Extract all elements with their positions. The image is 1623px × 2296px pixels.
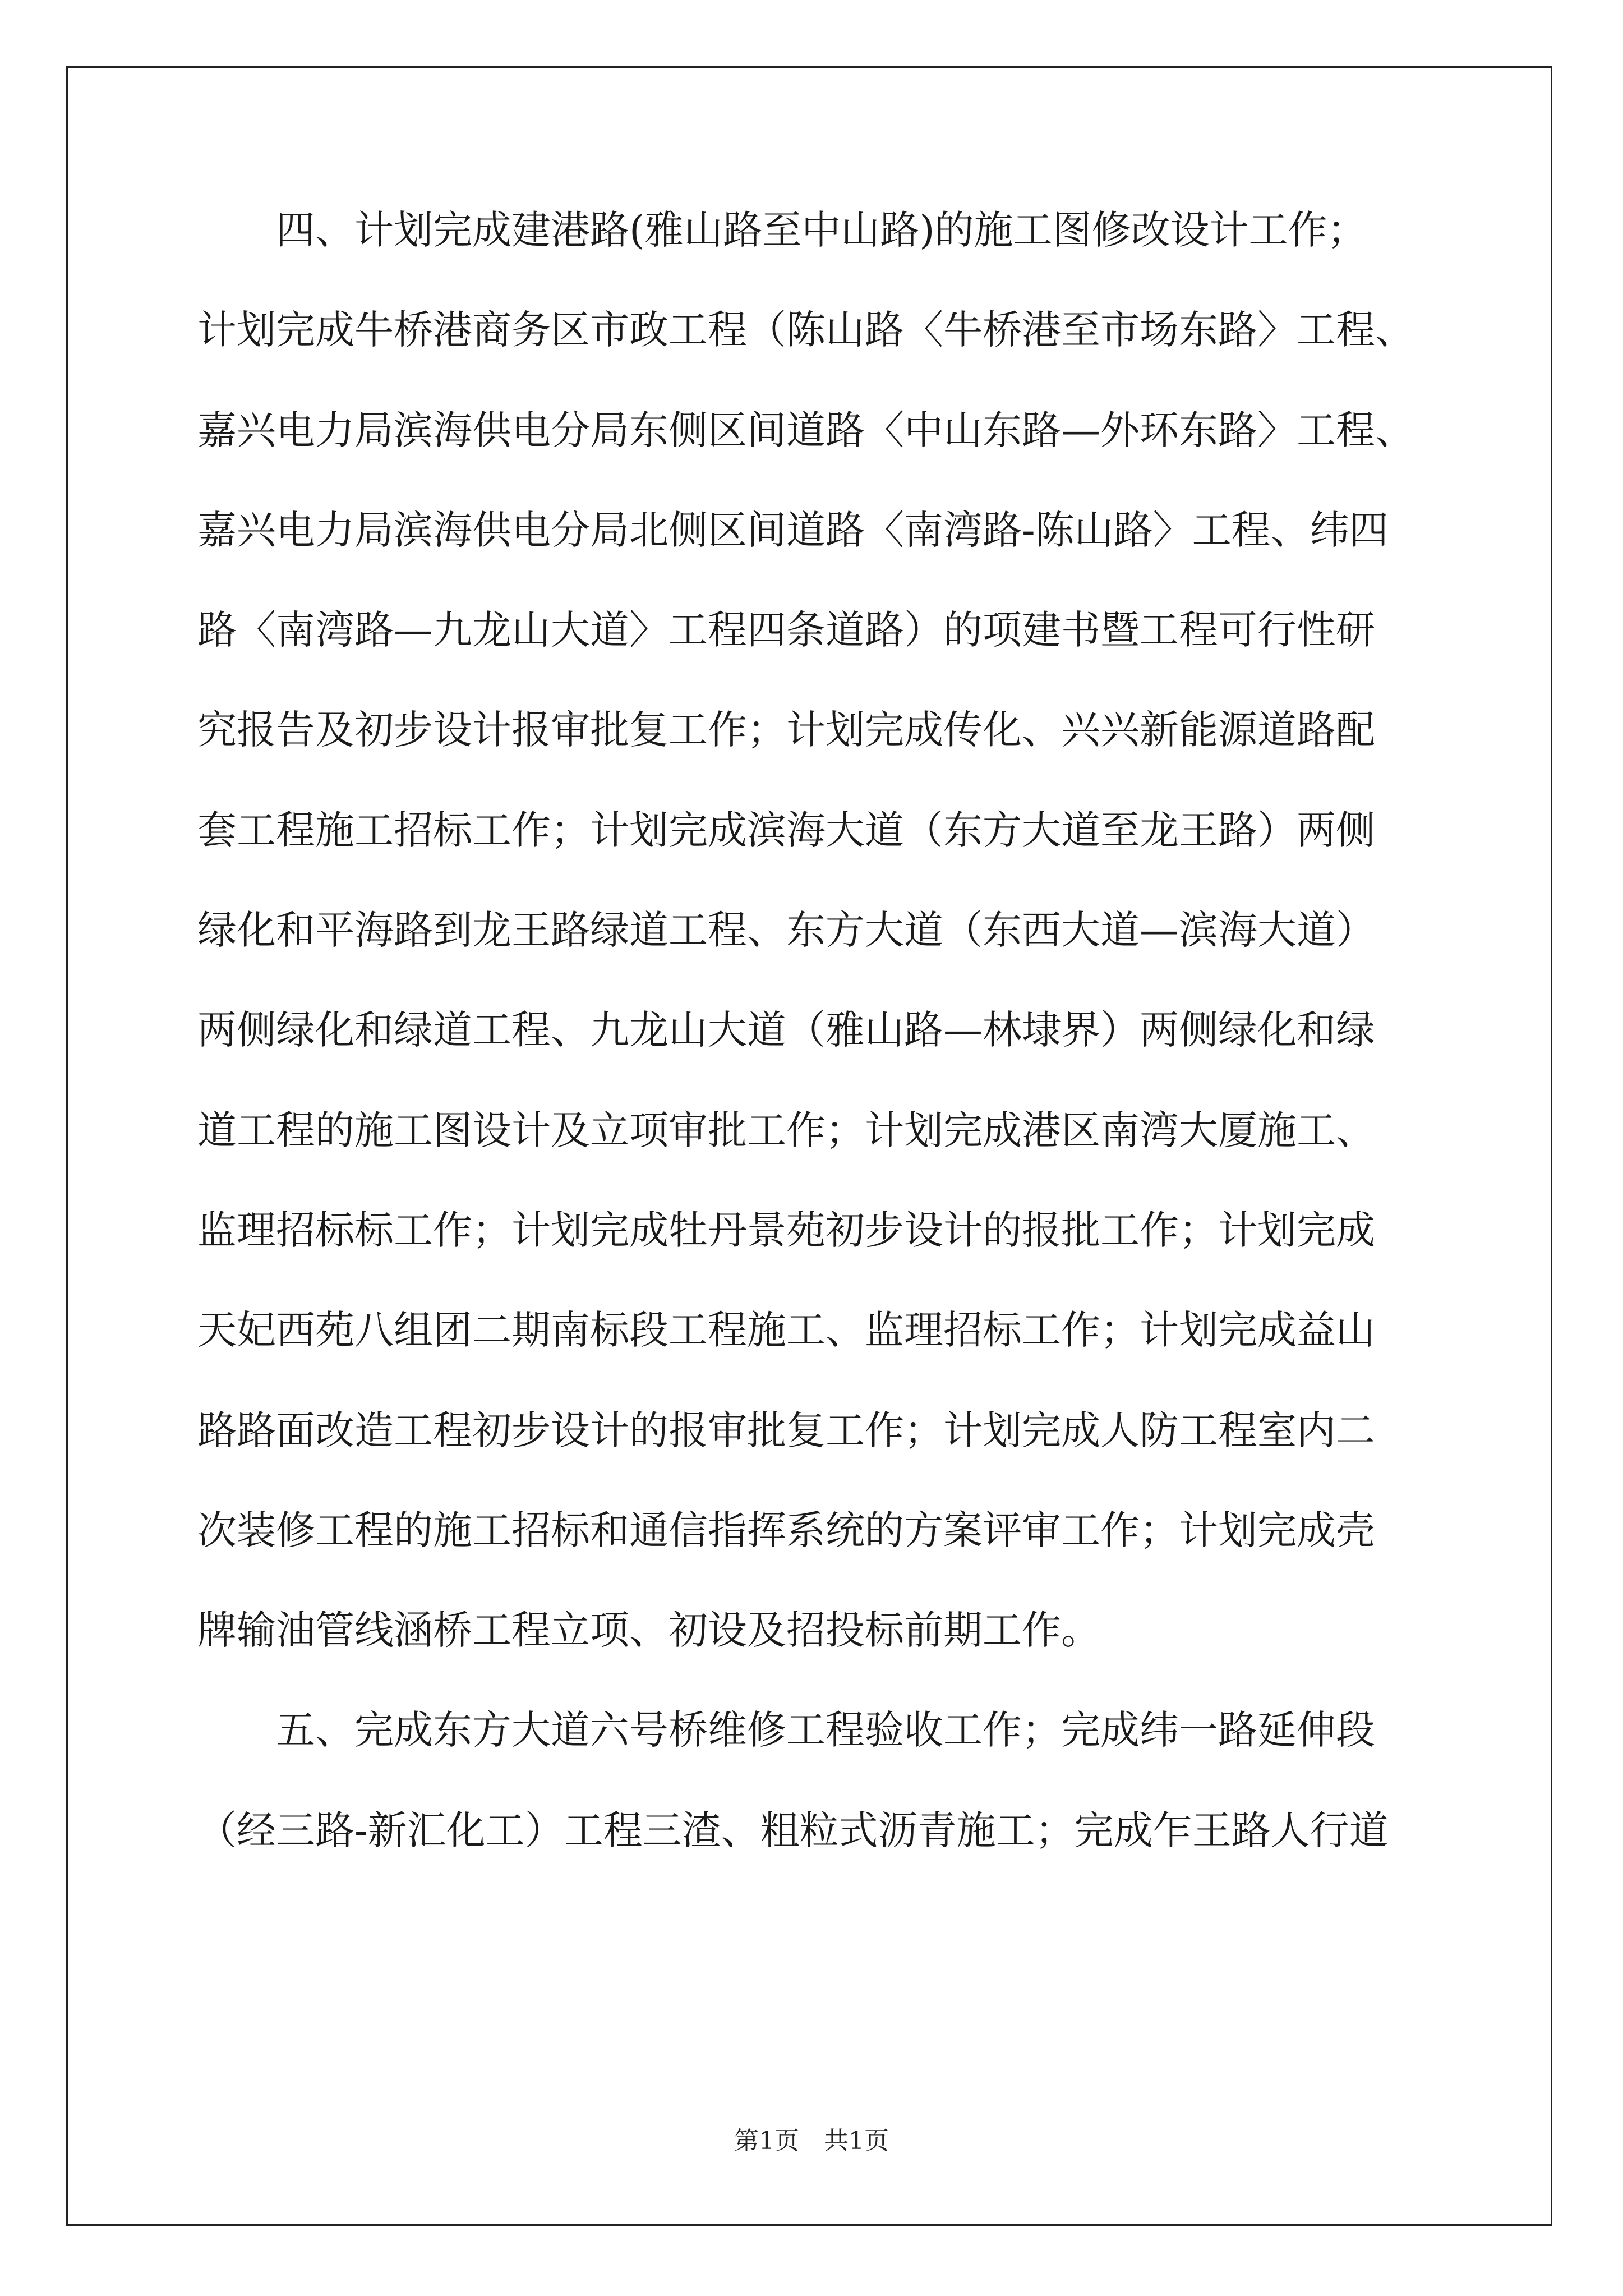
text-line-4: 嘉兴电力局滨海供电分局北侧区间道路〈南湾路-陈山路〉工程、纬四 [197,507,1389,553]
page-number-footer: 第1页 共1页 [734,2127,889,2155]
text-line-17: （经三路-新汇化工）工程三渣、粗粒式沥青施工；完成乍王路人行道 [197,1807,1389,1853]
text-line-16: 五、完成东方大道六号桥维修工程验收工作；完成纬一路延伸段 [197,1707,1375,1754]
text-line-8: 绿化和平海路到龙王路绿道工程、东方大道（东西大道—滨海大道） [197,907,1375,954]
text-line-2: 计划完成牛桥港商务区市政工程（陈山路〈牛桥港至市场东路〉工程、 [197,307,1414,353]
text-line-1: 四、计划完成建港路(雅山路至中山路)的施工图修改设计工作； [197,207,1367,253]
document-body [197,207,1487,1911]
text-line-15: 牌输油管线涵桥工程立项、初设及招投标前期工作。 [197,1607,1100,1654]
text-line-6: 究报告及初步设计报审批复工作；计划完成传化、兴兴新能源道路配 [197,707,1375,753]
text-line-14: 次装修工程的施工招标和通信指挥系统的方案评审工作；计划完成壳 [197,1507,1375,1553]
text-line-10: 道工程的施工图设计及立项审批工作；计划完成港区南湾大厦施工、 [197,1107,1375,1153]
text-line-12: 天妃西苑八组团二期南标段工程施工、监理招标工作；计划完成益山 [197,1307,1375,1354]
text-line-13: 路路面改造工程初步设计的报审批复工作；计划完成人防工程室内二 [197,1407,1375,1453]
text-line-11: 监理招标标工作；计划完成牡丹景苑初步设计的报批工作；计划完成 [197,1207,1375,1253]
text-line-7: 套工程施工招标工作；计划完成滨海大道（东方大道至龙王路）两侧 [197,807,1375,853]
text-line-3: 嘉兴电力局滨海供电分局东侧区间道路〈中山东路—外环东路〉工程、 [197,407,1414,453]
text-line-5: 路〈南湾路—九龙山大道〉工程四条道路）的项建书暨工程可行性研 [197,607,1375,654]
text-line-9: 两侧绿化和绿道工程、九龙山大道（雅山路—林埭界）两侧绿化和绿 [197,1007,1375,1053]
